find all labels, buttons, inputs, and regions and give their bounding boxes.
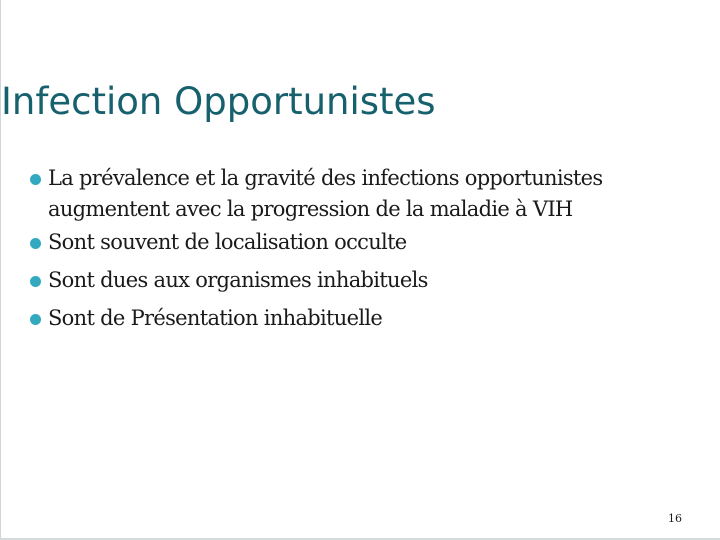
bullet-item (30, 163, 700, 225)
bullet-text: Sont de Présentation inhabituelle (48, 306, 383, 330)
bullet-text: La prévalence et la gravité des infections opportunistes augmentent avec la progression de la maladie à VIH (48, 166, 603, 221)
bullet-item (30, 303, 700, 334)
bullet-text: Sont dues aux organismes inhabituels (48, 268, 428, 292)
slide-title: Infection Opportunistes (1, 80, 436, 123)
bullet-dot-icon (30, 238, 41, 249)
bullet-dot-icon (30, 314, 41, 325)
bullet-item (30, 265, 700, 296)
bullet-list (30, 163, 700, 341)
bullet-dot-icon (30, 276, 41, 287)
page-number: 16 (668, 512, 682, 525)
bullet-text: Sont souvent de localisation occulte (48, 230, 407, 254)
bullet-dot-icon (30, 174, 41, 185)
bullet-item (30, 227, 700, 258)
